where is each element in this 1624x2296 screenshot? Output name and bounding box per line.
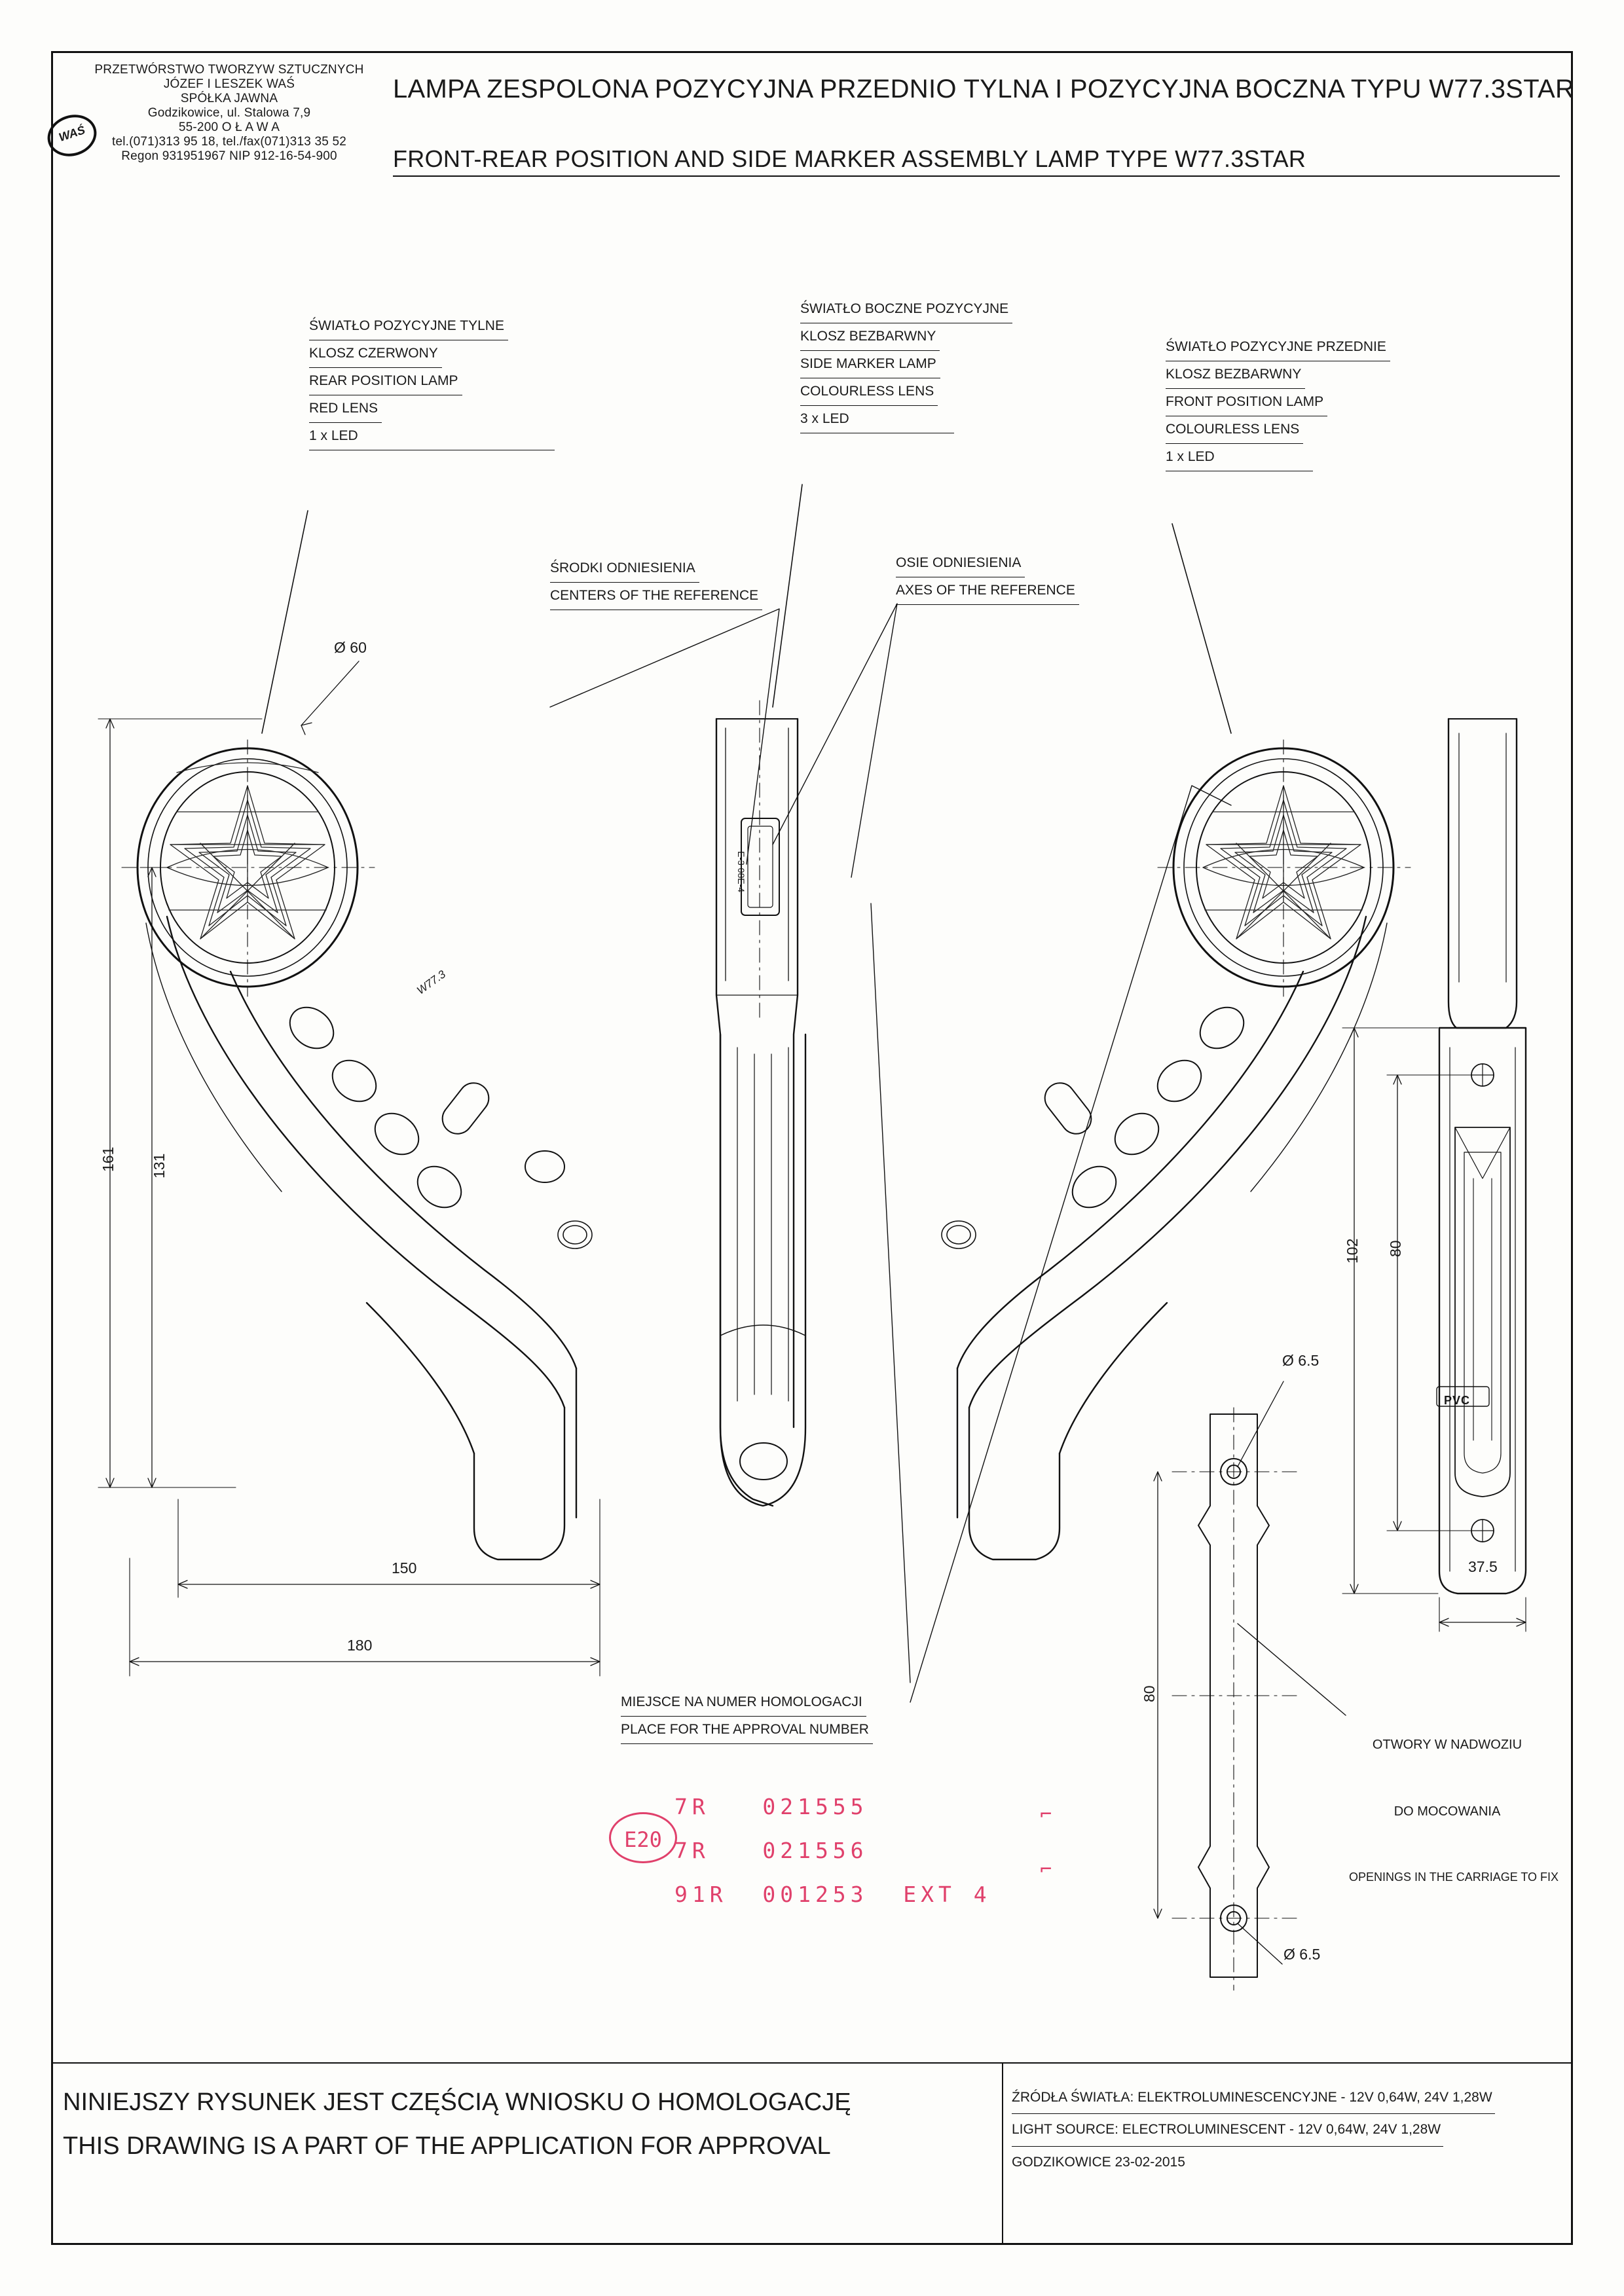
dim-131: 131 (151, 1153, 168, 1178)
note-axes-reference (896, 550, 1079, 605)
dim-80-side: 80 (1387, 1240, 1404, 1257)
footer-separator (52, 2062, 1572, 2064)
note-openings-0: OTWORY W NADWOZIU (1372, 1738, 1522, 1752)
footer-right (1012, 2082, 1495, 2178)
note-axes-0: OSIE ODNIESIENIA (896, 550, 1025, 577)
was-logo-icon (47, 115, 97, 156)
note-approval-0: MIEJSCE NA NUMER HOMOLOGACJI (621, 1689, 866, 1717)
footer-right-en: LIGHT SOURCE: ELECTROLUMINESCENT - 12V 0,64W, 24V 1,28W (1012, 2114, 1443, 2146)
footer-left (63, 2081, 851, 2168)
note-rear-1: KLOSZ CZERWONY (309, 340, 442, 368)
note-approval-1: PLACE FOR THE APPROVAL NUMBER (621, 1717, 873, 1744)
stamp-tick-1: ⌐ (1040, 1858, 1052, 1881)
note-front-1: KLOSZ BEZBARWNY (1166, 361, 1305, 389)
note-rear-4: 1 x LED (309, 423, 555, 450)
note-front-3: COLOURLESS LENS (1166, 416, 1303, 444)
dim-pitch-80: 80 (1141, 1685, 1158, 1702)
dim-hole-top: Ø 6.5 (1282, 1352, 1320, 1369)
note-rear-3: RED LENS (309, 395, 382, 423)
title-en: FRONT-REAR POSITION AND SIDE MARKER ASSEMBLY LAMP TYPE W77.3STAR (393, 145, 1306, 172)
footer-right-pl: ŹRÓDŁA ŚWIATŁA: ELEKTROLUMINESCENCYJNE - 12V 0,64W, 24V 1,28W (1012, 2082, 1495, 2114)
company-line-6: Regon 931951967 NIP 912-16-54-900 (121, 149, 337, 163)
note-centers-0: ŚRODKI ODNIESIENIA (550, 555, 699, 583)
side-stamp-label: E-3 08E-4 (736, 851, 747, 893)
note-front-0: ŚWIATŁO POZYCYJNE PRZEDNIE (1166, 334, 1390, 361)
note-side-1: KLOSZ BEZBARWNY (800, 323, 940, 351)
approval-row-2: 91R 001253 EXT 4 (674, 1882, 991, 1907)
footer-left-pl: NINIEJSZY RYSUNEK JEST CZĘŚCIĄ WNIOSKU O HOMOLOGACJĘ (63, 2088, 851, 2116)
approval-row-1: 7R 021556 (674, 1838, 868, 1863)
note-front-lamp (1166, 334, 1390, 471)
note-axes-1: AXES OF THE REFERENCE (896, 577, 1079, 605)
title-underline (393, 175, 1560, 177)
company-line-4: 55-200 O Ł A W A (178, 120, 280, 134)
lens-mark-label: W77.3 (415, 968, 448, 997)
note-side-0: ŚWIATŁO BOCZNE POZYCYJNE (800, 296, 1012, 323)
note-openings-2: OPENINGS IN THE CARRIAGE TO FIX (1349, 1870, 1559, 1884)
note-centers-reference (550, 555, 762, 610)
note-front-4: 1 x LED (1166, 444, 1313, 471)
company-line-5: tel.(071)313 95 18, tel./fax(071)313 35 52 (111, 135, 347, 149)
e-mark-circle: E20 (609, 1812, 677, 1863)
dim-diameter-60: Ø 60 (334, 639, 367, 656)
note-side-lamp (800, 296, 1012, 433)
dim-hole-bottom: Ø 6.5 (1283, 1946, 1321, 1963)
pvc-label: PVC (1444, 1394, 1471, 1407)
company-line-2: SPÓŁKA JAWNA (180, 92, 278, 105)
note-centers-1: CENTERS OF THE REFERENCE (550, 583, 762, 610)
note-openings (1349, 1689, 1559, 1932)
footer-place-date: GODZIKOWICE 23-02-2015 (1012, 2154, 1185, 2170)
dim-37-5: 37.5 (1468, 1558, 1498, 1575)
note-side-4: 3 x LED (800, 406, 954, 433)
dim-102: 102 (1344, 1238, 1361, 1264)
company-line-3: Godzikowice, ul. Stalowa 7,9 (147, 106, 311, 120)
dim-161: 161 (100, 1146, 117, 1172)
note-openings-1: DO MOCOWANIA (1393, 1804, 1501, 1819)
approval-row-0: 7R 021555 (674, 1794, 868, 1819)
note-front-2: FRONT POSITION LAMP (1166, 389, 1327, 416)
logo-text: WAŚ (57, 123, 87, 144)
dim-150: 150 (392, 1559, 417, 1576)
note-approval-place (621, 1689, 873, 1744)
note-rear-2: REAR POSITION LAMP (309, 368, 462, 395)
note-side-3: COLOURLESS LENS (800, 378, 938, 406)
approval-stamp (674, 1794, 991, 1925)
company-block (59, 63, 399, 164)
company-line-0: PRZETWÓRSTWO TWORZYW SZTUCZNYCH (94, 63, 364, 77)
footer-left-en: THIS DRAWING IS A PART OF THE APPLICATION FOR APPROVAL (63, 2132, 831, 2160)
title-pl: LAMPA ZESPOLONA POZYCYJNA PRZEDNIO TYLNA I POZYCYJNA BOCZNA TYPU W77.3STAR (393, 75, 1575, 103)
company-line-1: JÓZEF I LESZEK WAŚ (163, 77, 295, 91)
note-rear-0: ŚWIATŁO POZYCYJNE TYLNE (309, 313, 508, 340)
dim-180: 180 (347, 1637, 373, 1654)
stamp-tick-0: ⌐ (1040, 1803, 1052, 1826)
note-side-2: SIDE MARKER LAMP (800, 351, 940, 378)
footer-divider (1002, 2062, 1003, 2244)
note-rear-lamp (309, 313, 555, 450)
